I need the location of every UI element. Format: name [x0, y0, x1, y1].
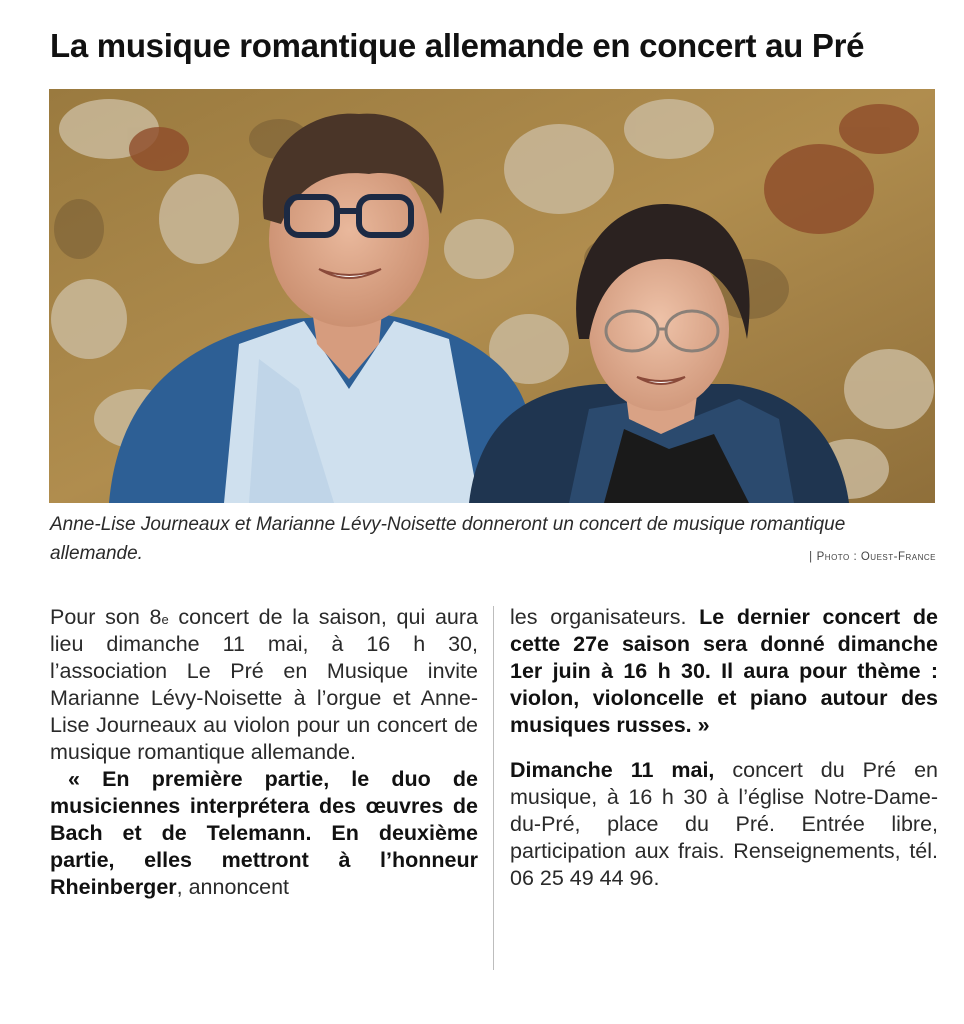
- article-photo: [49, 89, 935, 503]
- paragraph-2-continued: [510, 604, 938, 739]
- column-divider: [493, 606, 494, 970]
- credit-separator: |: [809, 551, 813, 563]
- photo-illustration: [49, 89, 935, 503]
- info-date-bold: Dimanche 11 mai,: [510, 758, 715, 782]
- photo-credit: [809, 551, 936, 563]
- paragraph-info: [510, 757, 938, 892]
- paragraph-2: [50, 766, 478, 901]
- ordinal-superscript: e: [161, 612, 169, 627]
- quote-attribution: , annoncent: [176, 875, 290, 899]
- article-column-2: [510, 604, 938, 892]
- photo-caption: Anne-Lise Journeaux et Marianne Lévy-Noisette donneront un concert de musique romantique allemande.: [50, 514, 846, 564]
- article-headline: La musique romantique allemande en concert au Pré: [50, 27, 865, 64]
- quote-attribution-continued: les organisateurs.: [510, 605, 687, 629]
- info-text: concert du Pré en musique, à 16 h 30 à l’église Notre-Dame-du-Pré, place du Pré. Entrée libre, participation aux frais. Renseignements, tél. 06 25 49 44 96.: [510, 758, 938, 890]
- p1-rest: concert de la saison, qui aura lieu dimanche 11 mai, à 16 h 30, l’association Le Pré en Musique invite Marianne Lévy-Noisette à l’orgue et Anne-Lise Journeaux au violon pour un concert de musique romantique allemande.: [50, 605, 478, 764]
- quote-bold-continued: Le dernier concert de cette 27e saison sera donné dimanche 1er juin à 16 h 30. Il aura pour thème : violon, violoncelle et piano autour des musiques russes. »: [510, 605, 938, 737]
- quote-bold: « En première partie, le duo de musiciennes interprétera des œuvres de Bach et de Telemann. En deuxième partie, elles mettront à l’honneur Rheinberger: [50, 767, 478, 899]
- article-column-1: [50, 604, 478, 901]
- p1-start: Pour son 8: [50, 605, 162, 629]
- paragraph-1: [50, 604, 478, 766]
- credit-text: Photo : Ouest-France: [816, 551, 936, 563]
